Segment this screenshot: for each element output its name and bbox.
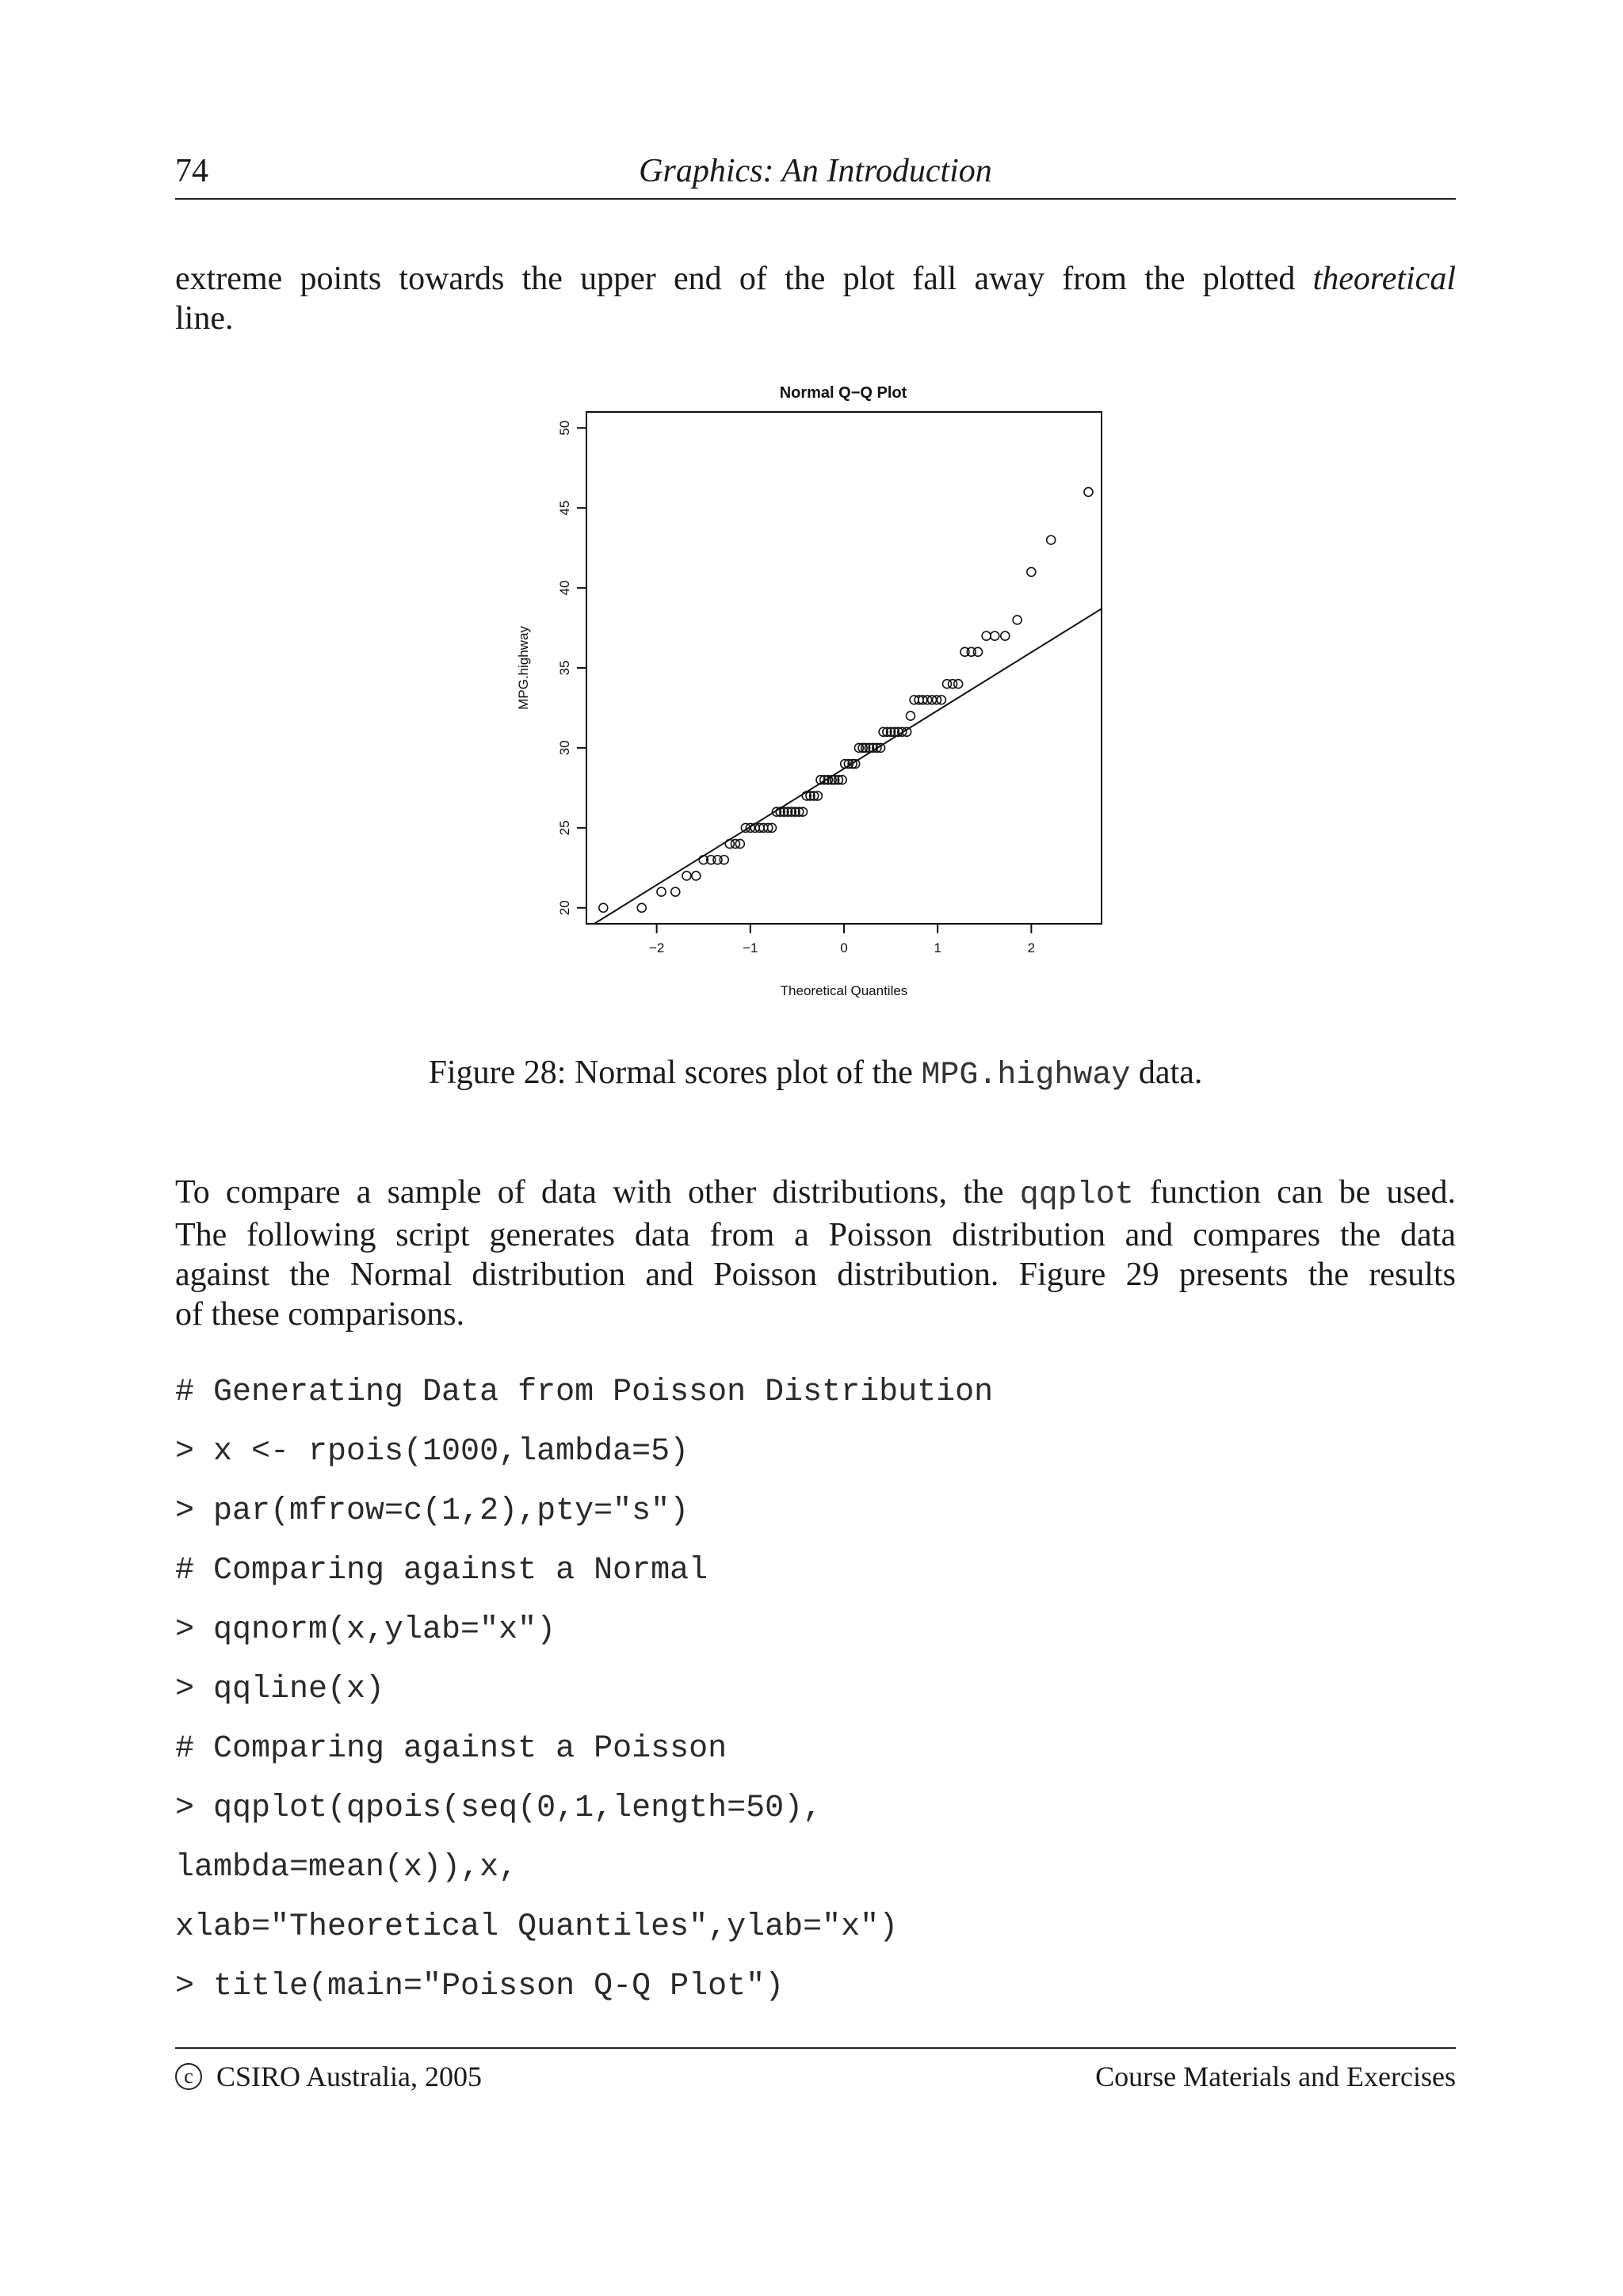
code-line: xlab="Theoretical Quantiles",ylab="x") (175, 1909, 899, 1945)
figure-caption (175, 1054, 1456, 1093)
y-axis (557, 421, 586, 916)
x-tick-label: 0 (840, 940, 848, 955)
caption-code: MPG.highway (921, 1058, 1131, 1093)
code-line: > x <- rpois(1000,lambda=5) (175, 1434, 689, 1470)
y-tick-label: 20 (557, 900, 572, 916)
data-point (954, 680, 963, 688)
footer-left-text: CSIRO Australia, 2005 (216, 2061, 483, 2092)
comparison-paragraph (175, 1173, 1456, 1334)
data-points (599, 487, 1093, 912)
y-tick-label: 30 (557, 740, 572, 756)
x-axis-label: Theoretical Quantiles (780, 983, 908, 998)
footer-right-text: Course Materials and Exercises (1095, 2061, 1456, 2092)
header-rule (175, 198, 1456, 200)
y-tick-label: 45 (557, 500, 572, 516)
copyright-icon: c (175, 2063, 202, 2090)
p2-line-3: against the Normal distribution and Poisson distribution. Figure 29 presents the results (175, 1257, 1456, 1293)
intro-italic-word: theoretical (1312, 261, 1456, 297)
data-point (1027, 567, 1036, 576)
data-point (720, 856, 728, 864)
y-tick-label: 25 (557, 820, 572, 836)
y-tick-label: 35 (557, 660, 572, 676)
plot-frame (586, 412, 1102, 924)
intro-text: extreme points towards the upper end of the plot fall away from the plotted (175, 261, 1313, 297)
x-tick-label: −2 (648, 940, 665, 955)
data-point (1084, 487, 1093, 496)
data-point (974, 647, 983, 656)
data-point (991, 631, 999, 640)
code-line: # Comparing against a Poisson (175, 1731, 727, 1767)
intro-line-1 (175, 259, 1456, 299)
footer-rule (175, 2047, 1456, 2049)
data-point (1001, 631, 1010, 640)
x-tick-label: 1 (934, 940, 941, 955)
running-title: Graphics: An Introduction (639, 153, 992, 189)
code-line: > qqline(x) (175, 1672, 385, 1707)
code-line: lambda=mean(x)),x, (175, 1850, 518, 1886)
caption-text: Figure 28: Normal scores plot of the (428, 1055, 922, 1091)
p2-line-4: of these comparisons. (175, 1296, 465, 1333)
y-axis-label: MPG.highway (516, 626, 531, 710)
data-point (682, 871, 691, 880)
data-point (906, 711, 915, 720)
qqplot-code: qqplot (1019, 1177, 1134, 1213)
code-line: > qqnorm(x,ylab="x") (175, 1612, 556, 1648)
y-tick-label: 40 (557, 580, 572, 596)
y-tick-label: 50 (557, 420, 572, 436)
qq-plot-figure (498, 379, 1116, 1013)
p2-line-1 (175, 1173, 1456, 1215)
data-point (671, 887, 680, 896)
data-point (692, 871, 701, 880)
data-point (657, 887, 666, 896)
data-point (637, 903, 646, 912)
x-tick-label: 2 (1027, 940, 1036, 955)
data-point (1047, 536, 1056, 544)
code-line: # Comparing against a Normal (175, 1553, 708, 1589)
intro-line-2: line. (175, 300, 234, 337)
code-line: > title(main="Poisson Q-Q Plot") (175, 1969, 785, 2004)
code-line: > qqplot(qpois(seq(0,1,length=50), (175, 1791, 823, 1826)
p2-text-end: function can be used. (1133, 1174, 1456, 1211)
caption-text-end: data. (1130, 1055, 1203, 1091)
page-number: 74 (175, 153, 208, 189)
p2-text: To compare a sample of data with other distributions, the (175, 1174, 1020, 1211)
data-point (1013, 616, 1022, 624)
data-point (982, 631, 991, 640)
code-line: > par(mfrow=c(1,2),pty="s") (175, 1493, 689, 1529)
p2-line-2: The following script generates data from a Poisson distribution and compares the data (175, 1217, 1456, 1253)
intro-paragraph (175, 259, 1456, 338)
x-axis (649, 924, 1035, 955)
x-tick-label: −1 (743, 940, 758, 955)
data-point (599, 903, 608, 912)
chart-title: Normal Q−Q Plot (779, 384, 907, 402)
code-line: # Generating Data from Poisson Distribution (175, 1375, 994, 1410)
qq-plot-chart (498, 379, 1116, 1013)
